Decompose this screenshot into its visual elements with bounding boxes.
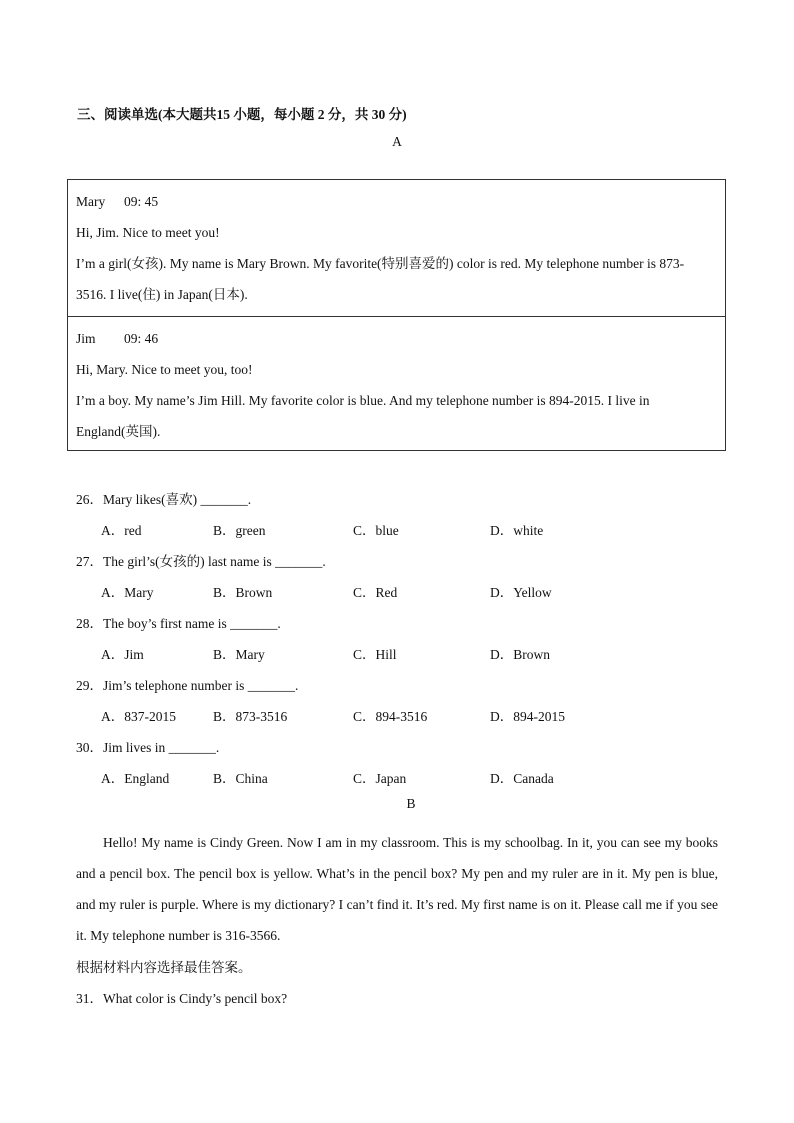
option-a: A．837-2015 bbox=[101, 709, 176, 724]
option-c: C．Japan bbox=[353, 771, 407, 786]
message-header bbox=[76, 186, 725, 217]
question-options bbox=[76, 577, 756, 608]
message-sender: Mary bbox=[76, 194, 106, 209]
option-b: B．Mary bbox=[213, 647, 265, 662]
message-time: 09: 46 bbox=[124, 331, 159, 346]
part-b-label: B bbox=[406, 796, 416, 811]
option-d: D．Yellow bbox=[490, 585, 552, 600]
chat-box bbox=[67, 179, 726, 451]
message-body: I’m a girl(女孩). My name is Mary Brown. My favorite(特别喜爱的) color is red. My telephone number is 873-3516. I live(住) in Japan(日本). bbox=[76, 256, 685, 302]
option-d: D．white bbox=[490, 523, 544, 538]
option-c: C．blue bbox=[353, 523, 399, 538]
message-header bbox=[76, 323, 725, 354]
option-c: C．Red bbox=[353, 585, 398, 600]
question-options bbox=[76, 763, 756, 794]
message-sender: Jim bbox=[76, 331, 96, 346]
message-greeting: Hi, Mary. Nice to meet you, too! bbox=[76, 362, 253, 377]
option-d: D．Brown bbox=[490, 647, 550, 662]
option-d: D．Canada bbox=[490, 771, 554, 786]
chat-message-jim bbox=[68, 316, 725, 450]
question-options bbox=[76, 639, 756, 670]
question-stem: 27．The girl’s(女孩的) last name is _______. bbox=[76, 554, 326, 569]
option-d: D．894-2015 bbox=[490, 709, 565, 724]
instruction-text: 根据材料内容选择最佳答案。 bbox=[76, 960, 252, 975]
option-c: C．894-3516 bbox=[353, 709, 428, 724]
question-stem: 28．The boy’s first name is _______. bbox=[76, 616, 281, 631]
message-time: 09: 45 bbox=[124, 194, 159, 209]
passage-b: Hello! My name is Cindy Green. Now I am in my classroom. This is my schoolbag. In it, you can see my books and a pencil box. The pencil box is yellow. What’s in the pencil box? My pen and my ruler are in it. My pen is blue, and my ruler is purple. Where is my dictionary? I can’t find it. It’s red. My first name is on it. Please call me if you see it. My telephone number is 316-3566. bbox=[76, 835, 718, 943]
question-stem: 26．Mary likes(喜欢) _______. bbox=[76, 492, 252, 507]
section-title: 三、阅读单选(本大题共15 小题，每小题 2 分，共 30 分) bbox=[77, 107, 407, 122]
option-a: A．red bbox=[101, 523, 142, 538]
question-stem: 30．Jim lives in _______. bbox=[76, 740, 220, 755]
option-b: B．China bbox=[213, 771, 268, 786]
part-a-label: A bbox=[392, 134, 402, 149]
option-b: B．Brown bbox=[213, 585, 273, 600]
question-26 bbox=[76, 484, 756, 546]
option-b: B．green bbox=[213, 523, 266, 538]
option-b: B．873-3516 bbox=[213, 709, 288, 724]
message-greeting: Hi, Jim. Nice to meet you! bbox=[76, 225, 220, 240]
question-31-stem: 31．What color is Cindy’s pencil box? bbox=[76, 991, 288, 1006]
question-30 bbox=[76, 732, 756, 794]
option-a: A．Mary bbox=[101, 585, 154, 600]
question-29 bbox=[76, 670, 756, 732]
question-options bbox=[76, 515, 756, 546]
option-a: A．Jim bbox=[101, 647, 144, 662]
chat-message-mary bbox=[68, 180, 725, 316]
message-body: I’m a boy. My name’s Jim Hill. My favorite color is blue. And my telephone number is 894-2015. I live in England(英国). bbox=[76, 393, 650, 439]
question-stem: 29．Jim’s telephone number is _______. bbox=[76, 678, 299, 693]
option-c: C．Hill bbox=[353, 647, 397, 662]
question-28 bbox=[76, 608, 756, 670]
question-options bbox=[76, 701, 756, 732]
question-27 bbox=[76, 546, 756, 608]
option-a: A．England bbox=[101, 771, 170, 786]
